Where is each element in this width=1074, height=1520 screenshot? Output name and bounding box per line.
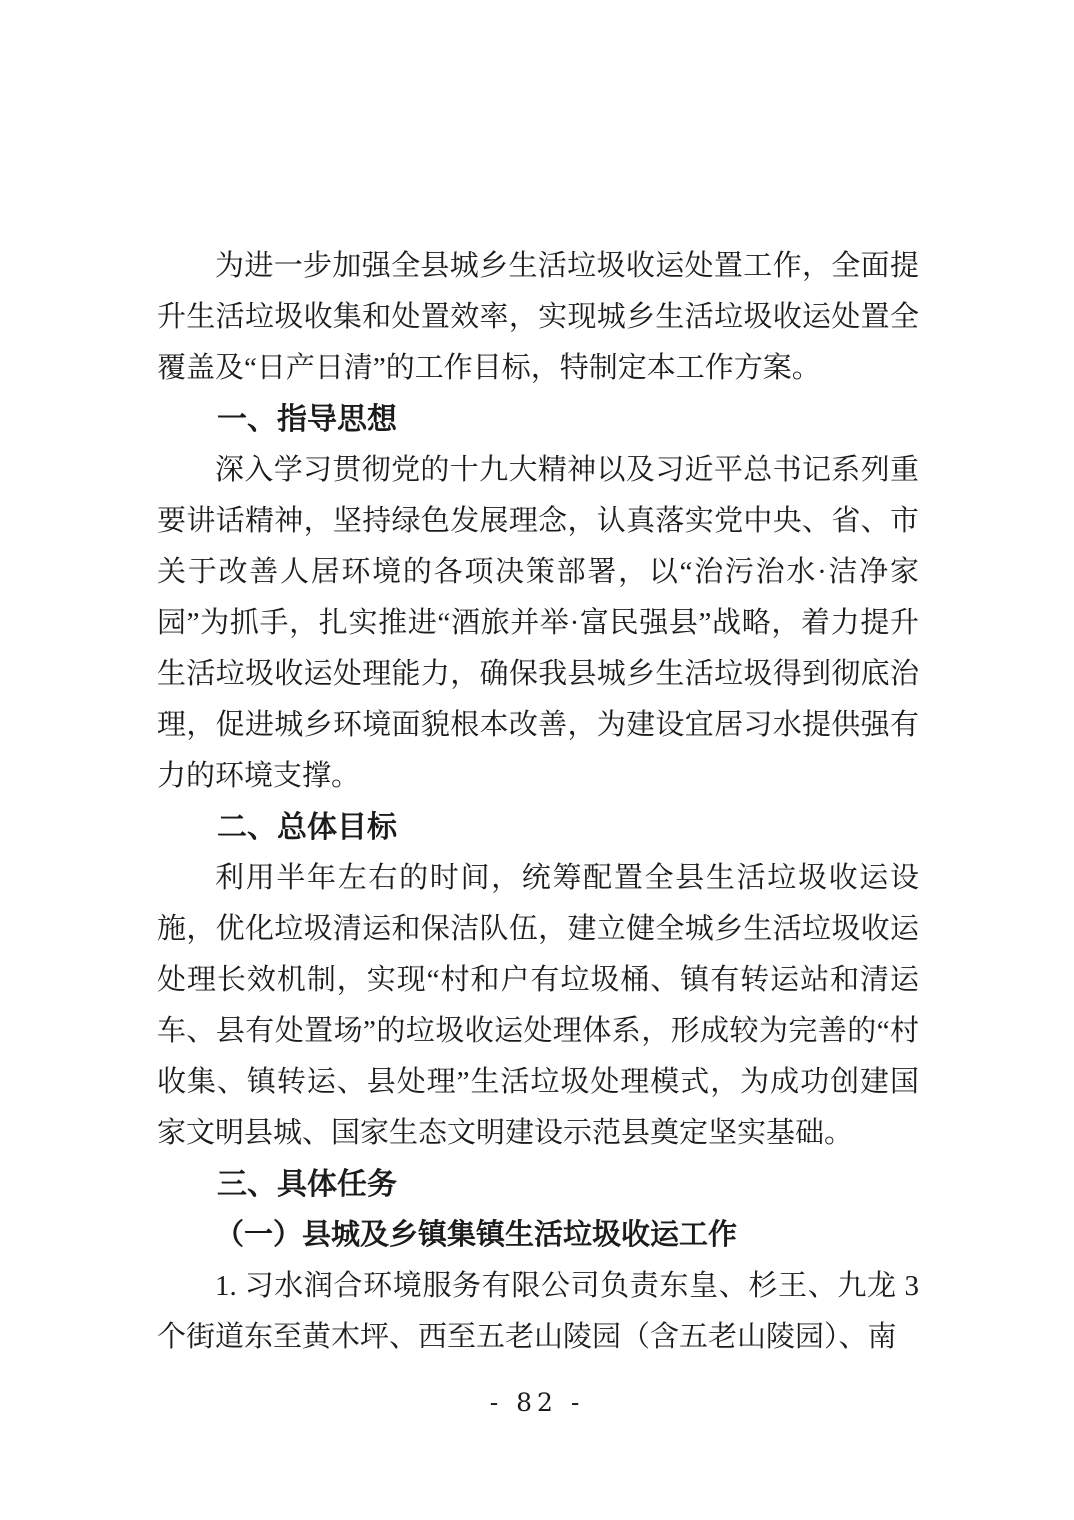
subsection-heading-collection-work: （一）县城及乡镇集镇生活垃圾收运工作 [215, 1219, 738, 1251]
document-body [157, 241, 919, 1363]
paragraph-overall-goal: 利用半年左右的时间，统筹配置全县生活垃圾收运设施，优化垃圾清运和保洁队伍，建立健全城乡生活垃圾收运处理长效机制，实现“村和户有垃圾桶、镇有转运站和清运车、县有处置场”的垃圾收运处理体系，形成较为完善的“村收集、镇转运、县处理”生活垃圾处理模式，为成功创建国家文明县城、国家生态文明建设示范县奠定坚实基础。 [157, 862, 919, 1149]
paragraph-intro: 为进一步加强全县城乡生活垃圾收运处置工作，全面提升生活垃圾收集和处置效率，实现城乡生活垃圾收运处置全覆盖及“日产日清”的工作目标，特制定本工作方案。 [157, 250, 919, 384]
section-heading-overall-goal: 二、总体目标 [217, 811, 397, 844]
paragraph-task-1: 1. 习水润合环境服务有限公司负责东皇、杉王、九龙 3 个街道东至黄木坪、西至五老山陵园（含五老山陵园）、南 [157, 1270, 919, 1353]
paragraph-guiding-ideology: 深入学习贯彻党的十九大精神以及习近平总书记系列重要讲话精神，坚持绿色发展理念，认真落实党中央、省、市关于改善人居环境的各项决策部署，以“治污治水·洁净家园”为抓手，扎实推进“酒旅并举·富民强县”战略，着力提升生活垃圾收运处理能力，确保我县城乡生活垃圾得到彻底治理，促进城乡环境面貌根本改善，为建设宜居习水提供强有力的环境支撑。 [157, 454, 919, 792]
page-number: - 82 - [489, 1388, 585, 1417]
section-heading-specific-tasks: 三、具体任务 [217, 1168, 397, 1201]
section-heading-guiding-ideology: 一、指导思想 [217, 403, 397, 436]
